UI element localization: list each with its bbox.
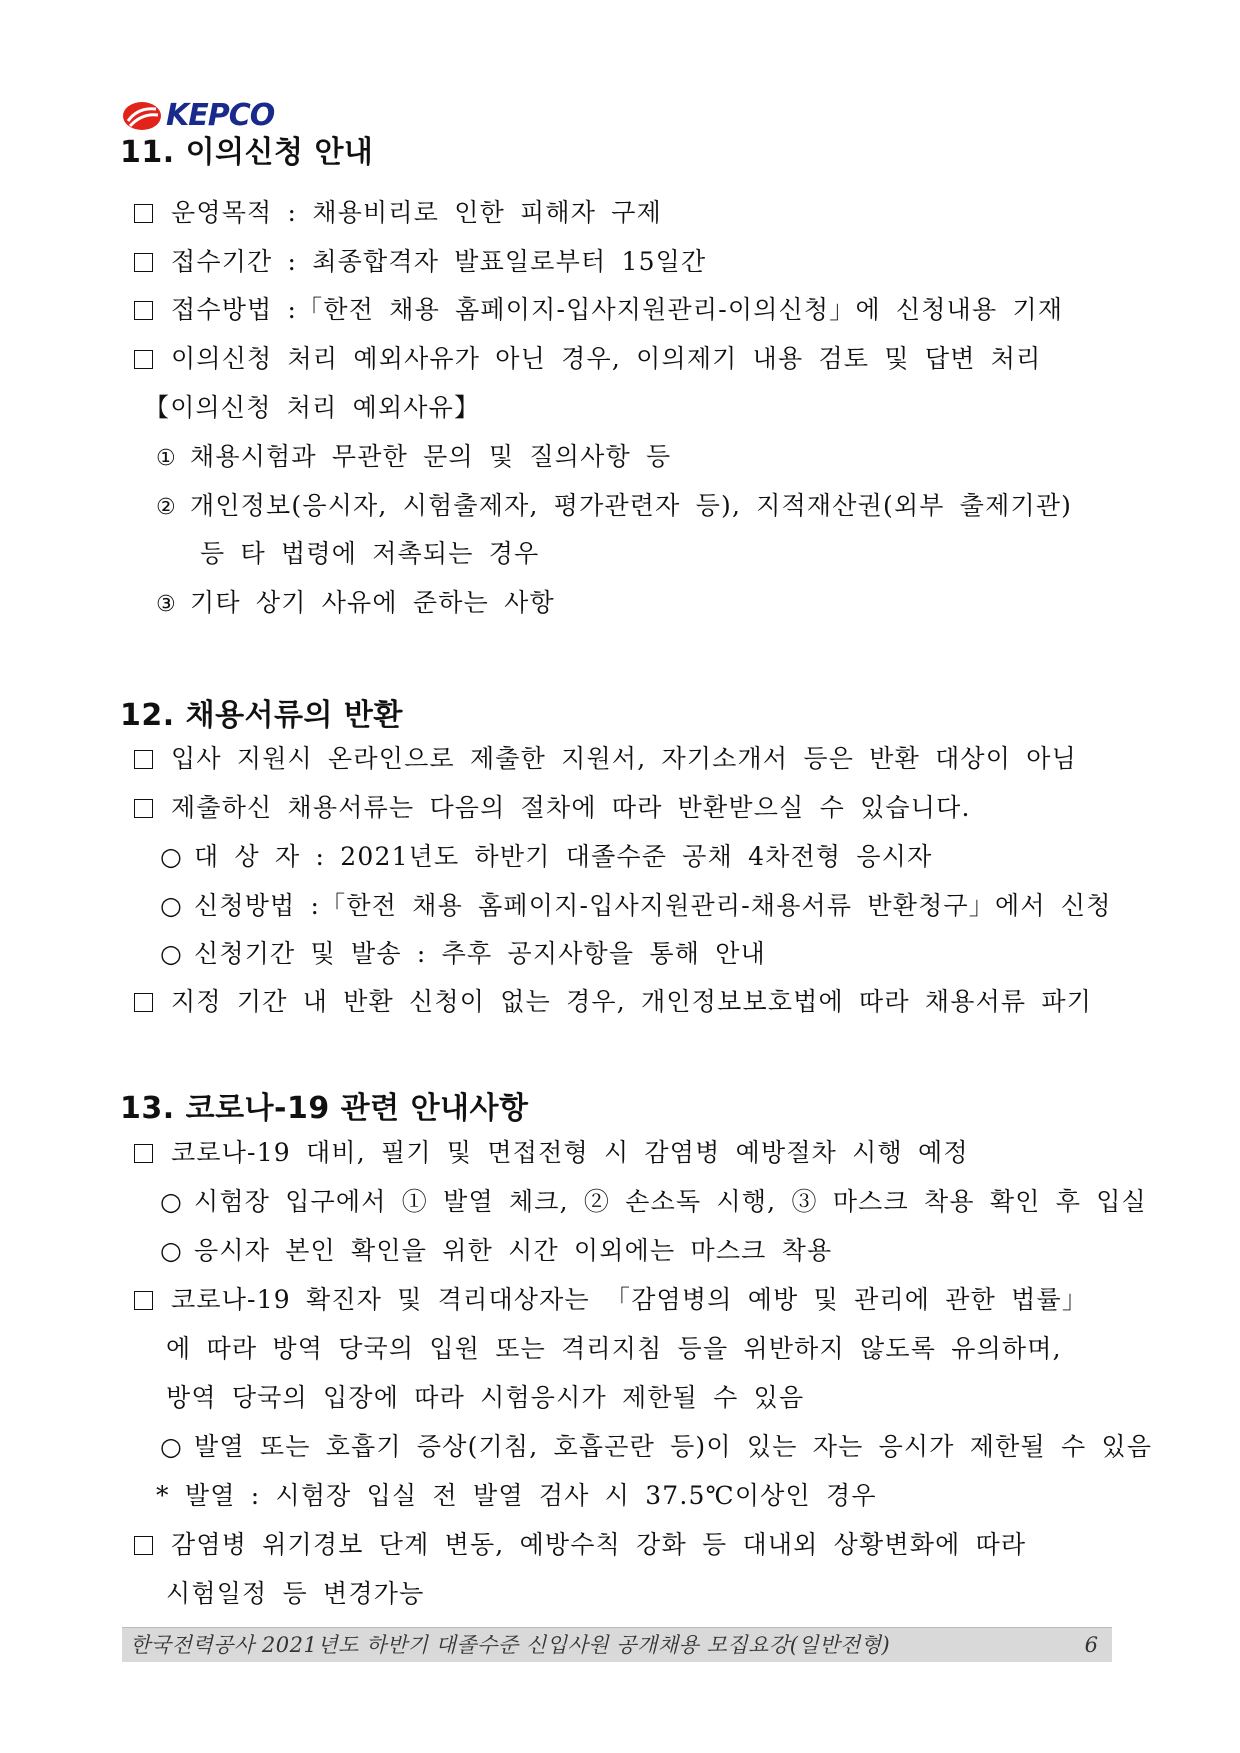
s13-item-quarantine-cont1: 에 따라 방역 당국의 입원 또는 격리지침 등을 위반하지 않도록 유의하며, — [166, 1334, 1062, 1363]
section-13-title: 13. 코로나-19 관련 안내사항 — [120, 1091, 529, 1126]
checkbox-square-icon — [134, 799, 153, 818]
checkbox-square-icon — [134, 253, 153, 272]
s11-item-method: 접수방법 :「한전 채용 홈페이지-입사지원관리-이의신청」에 신청내용 기재 — [134, 293, 1063, 327]
s12-sub-period: ○ 신청기간 및 발송 : 추후 공지사항을 통해 안내 — [160, 939, 766, 968]
s11-exception-2-cont: 등 타 법령에 저촉되는 경우 — [200, 539, 540, 568]
s13-item-schedule-change: 감염병 위기경보 단계 변동, 예방수칙 강화 등 대내외 상황변화에 따라 — [134, 1528, 1026, 1562]
section-11-title: 11. 이의신청 안내 — [120, 135, 374, 170]
checkbox-square-icon — [134, 993, 153, 1012]
s13-sub-mask: ○ 응시자 본인 확인을 위한 시간 이외에는 마스크 착용 — [160, 1236, 833, 1265]
s13-sub-symptoms: ○ 발열 또는 호흡기 증상(기침, 호흡곤란 등)이 있는 자는 응시가 제한될 수 있음 — [160, 1432, 1153, 1461]
s11-exception-3: ③ 기타 상기 사유에 준하는 사항 — [156, 588, 555, 617]
s12-sub-target: ○ 대 상 자 : 2021년도 하반기 대졸수준 공채 4차전형 응시자 — [160, 842, 933, 871]
s11-item-purpose: 운영목적 : 채용비리로 인한 피해자 구제 — [134, 196, 662, 230]
s13-item-prevention: 코로나-19 대비, 필기 및 면접전형 시 감염병 예방절차 시행 예정 — [134, 1136, 969, 1170]
checkbox-square-icon — [134, 204, 153, 223]
s11-exception-2: ② 개인정보(응시자, 시험출제자, 평가관련자 등), 지적재산권(외부 출제기관) — [156, 491, 1073, 520]
s13-note-fever: * 발열 : 시험장 입실 전 발열 검사 시 37.5℃이상인 경우 — [156, 1481, 877, 1510]
checkbox-square-icon — [134, 1291, 153, 1310]
s13-item-quarantine: 코로나-19 확진자 및 격리대상자는 「감염병의 예방 및 관리에 관한 법률」 — [134, 1283, 1088, 1317]
s12-item-disposal: 지정 기간 내 반환 신청이 없는 경우, 개인정보보호법에 따라 채용서류 파기 — [134, 985, 1092, 1019]
kepco-logo-text: KEPCO — [166, 98, 275, 133]
s11-exception-header: 【이의신청 처리 예외사유】 — [144, 393, 481, 422]
s11-item-period: 접수기간 : 최종합격자 발표일로부터 15일간 — [134, 245, 706, 279]
checkbox-square-icon — [134, 1536, 153, 1555]
page-number: 6 — [1084, 1633, 1098, 1657]
page-footer — [122, 1627, 1112, 1662]
s11-item-process: 이의신청 처리 예외사유가 아닌 경우, 이의제기 내용 검토 및 답변 처리 — [134, 342, 1041, 376]
s13-item-quarantine-cont2: 방역 당국의 입장에 따라 시험응시가 제한될 수 있음 — [166, 1383, 805, 1412]
s11-exception-1: ① 채용시험과 무관한 문의 및 질의사항 등 — [156, 442, 672, 471]
checkbox-square-icon — [134, 1144, 153, 1163]
s12-sub-method: ○ 신청방법 :「한전 채용 홈페이지-입사지원관리-채용서류 반환청구」에서 신청 — [160, 891, 1112, 920]
s12-item-not-returned: 입사 지원시 온라인으로 제출한 지원서, 자기소개서 등은 반환 대상이 아님 — [134, 742, 1077, 776]
checkbox-square-icon — [134, 350, 153, 369]
footer-title: 한국전력공사 2021년도 하반기 대졸수준 신입사원 공개채용 모집요강(일반전형) — [130, 1633, 891, 1657]
s13-sub-entrance: ○ 시험장 입구에서 ① 발열 체크, ② 손소독 시행, ③ 마스크 착용 확인 후 입실 — [160, 1187, 1147, 1216]
s13-item-schedule-change-cont: 시험일정 등 변경가능 — [166, 1579, 425, 1608]
checkbox-square-icon — [134, 750, 153, 769]
s12-item-returnable: 제출하신 채용서류는 다음의 절차에 따라 반환받으실 수 있습니다. — [134, 791, 971, 825]
checkbox-square-icon — [134, 301, 153, 320]
section-12-title: 12. 채용서류의 반환 — [120, 698, 403, 733]
